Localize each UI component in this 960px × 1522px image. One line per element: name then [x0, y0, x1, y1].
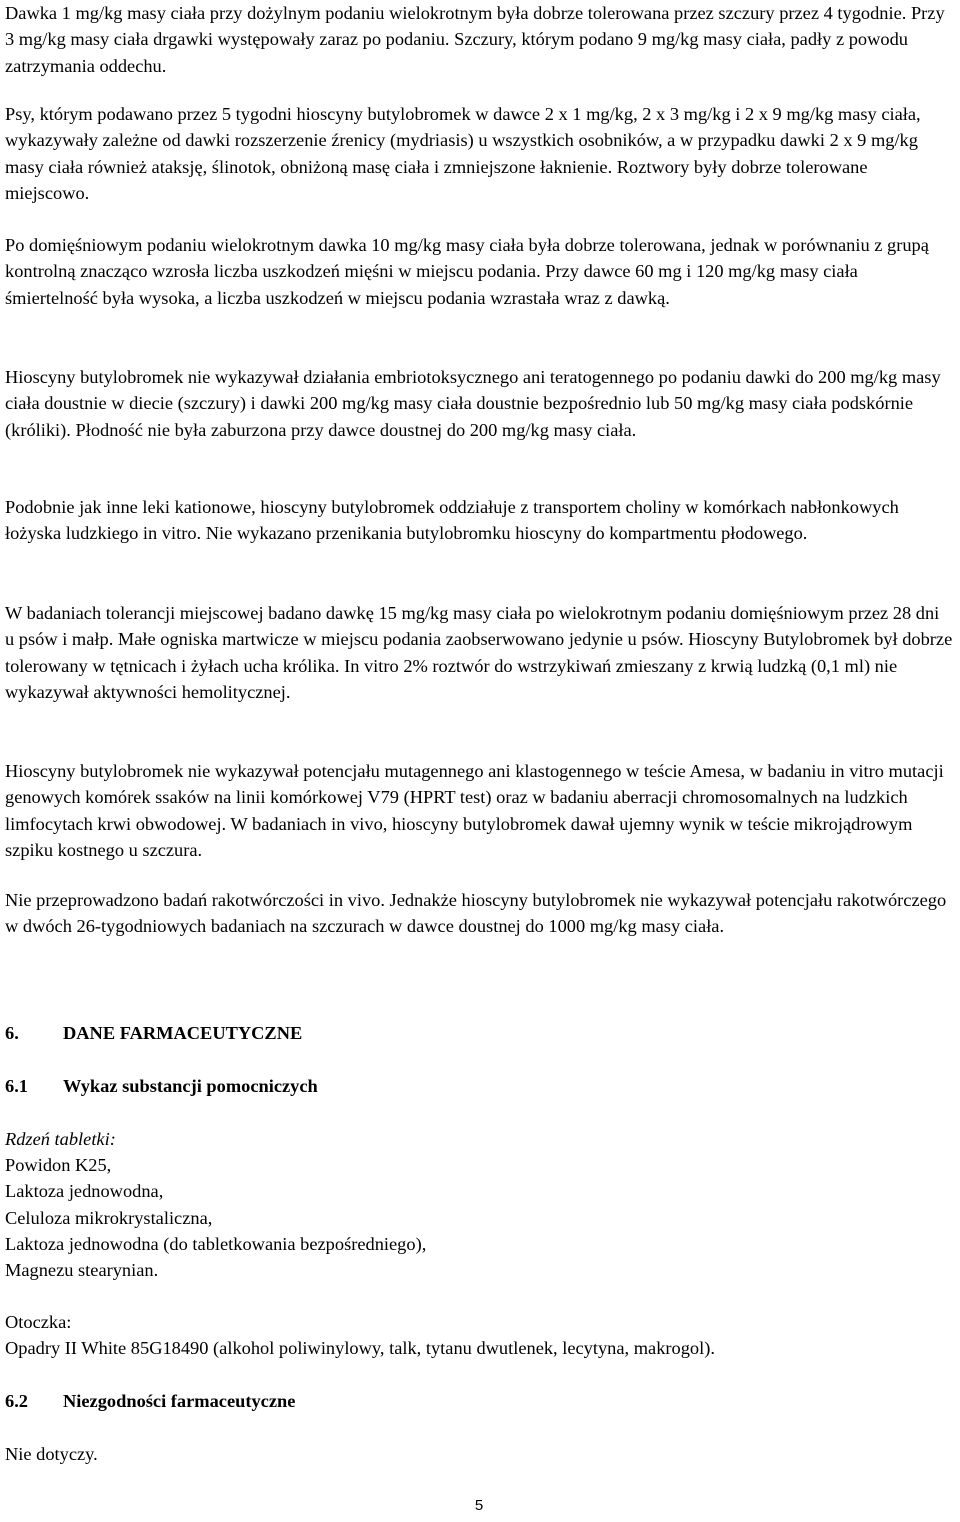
section-number: 6.2: [5, 1391, 28, 1411]
paragraph-iv-tolerance: Dawka 1 mg/kg masy ciała przy dożylnym podaniu wielokrotnym była dobrze tolerowana przez szczury przez 4 tygodnie. Przy 3 mg/kg masy ciała drgawki występowały zaraz po podaniu. Szczury, którym podano 9 mg/kg masy ciała, padły z powodu zatrzymania oddechu.: [5, 3, 945, 76]
tablet-core-list: [5, 1152, 426, 1283]
paragraph-intramuscular: Po domięśniowym podaniu wielokrotnym dawka 10 mg/kg masy ciała była dobrze tolerowana, jednak w porównaniu z grupą kontrolną znacząco wzrosła liczba uszkodzeń mięśni w miejscu podania. Przy dawce 60 mg i 120 mg/kg masy ciała śmiertelność była wysoka, a liczba uszkodzeń w miejscu podania wzrastała wraz z dawką.: [5, 235, 929, 308]
page-number: 5: [474, 1497, 484, 1514]
section-number: 6.1: [5, 1076, 28, 1096]
list-item: Celuloza mikrokrystaliczna,: [5, 1207, 213, 1228]
paragraph-dogs-study: Psy, którym podawano przez 5 tygodni hioscyny butylobromek w dawce 2 x 1 mg/kg, 2 x 3 mg/kg i 2 x 9 mg/kg masy ciała, wykazywały zależne od dawki rozszerzenie źrenicy (mydriasis) u wszystkich osobników, a w przypadku dawki 2 x 9 mg/kg masy ciała również ataksję, ślinotok, obniżoną masę ciała i zmniejszone łaknienie. Roztwory były dobrze tolerowane miejscowo.: [5, 104, 921, 203]
list-item: Laktoza jednowodna,: [5, 1181, 164, 1202]
list-item: Powidon K25,: [5, 1155, 112, 1175]
paragraph-local-tolerance: W badaniach tolerancji miejscowej badano dawkę 15 mg/kg masy ciała po wielokrotnym podaniu domięśniowym przez 28 dni u psów i małp. Małe ogniska martwicze w miejscu podania zaobserwowano jedynie u psów. Hioscyny Butylobromek był dobrze tolerowany w tętnicach i żyłach ucha królika. In vitro 2% roztwór do wstrzykiwań zmieszany z krwią ludzką (0,1 ml) nie wykazywał aktywności hemolitycznej.: [5, 603, 953, 702]
coating-composition: Opadry II White 85G18490 (alkohol poliwinylowy, talk, tytanu dwutlenek, lecytyna, makrogol).: [5, 1338, 715, 1358]
list-item: Magnezu stearynian.: [5, 1260, 159, 1281]
coating-label: Otoczka:: [5, 1312, 72, 1332]
section-number: 6.: [5, 1023, 19, 1043]
incompatibilities-text: Nie dotyczy.: [5, 1444, 98, 1464]
paragraph-embryotoxicity: Hioscyny butylobromek nie wykazywał działania embriotoksycznego ani teratogennego po podaniu dawki do 200 mg/kg masy ciała doustnie w diecie (szczury) i dawki 200 mg/kg masy ciała doustnie bezpośrednio lub 50 mg/kg masy ciała podskórnie (króliki). Płodność nie była zaburzona przy dawce doustnej do 200 mg/kg masy ciała.: [5, 367, 941, 440]
section-title: DANE FARMACEUTYCZNE: [63, 1023, 303, 1043]
paragraph-carcinogenicity: Nie przeprowadzono badań rakotwórczości in vivo. Jednakże hioscyny butylobromek nie wykazywał potencjału rakotwórczego w dwóch 26-tygodniowych badaniach na szczurach w dawce doustnej do 1000 mg/kg masy ciała.: [5, 890, 947, 937]
paragraph-mutagenicity: Hioscyny butylobromek nie wykazywał potencjału mutagennego ani klastogennego w teście Amesa, w badaniu in vitro mutacji genowych komórek ssaków na linii komórkowej V79 (HPRT test) oraz w badaniu aberracji chromosomalnych na ludzkich limfocytach krwi obwodowej. W badaniach in vivo, hioscyny butylobromek dawał ujemny wynik w teście mikrojądrowym szpiku kostnego u szczura.: [5, 761, 944, 860]
section-heading-6-2: [5, 1388, 295, 1414]
paragraph-cationic-transport: Podobnie jak inne leki kationowe, hioscyny butylobromek oddziałuje z transportem choliny w komórkach nabłonkowych łożyska ludzkiego in vitro. Nie wykazano przenikania butylobromku hioscyny do kompartmentu płodowego.: [5, 497, 899, 544]
list-item: Laktoza jednowodna (do tabletkowania bezpośredniego),: [5, 1233, 427, 1254]
section-heading-6: [5, 1020, 302, 1046]
section-heading-6-1: [5, 1073, 318, 1099]
section-title: Wykaz substancji pomocniczych: [63, 1076, 318, 1096]
tablet-core-label: Rdzeń tabletki:: [5, 1129, 116, 1149]
section-title: Niezgodności farmaceutyczne: [63, 1391, 296, 1411]
